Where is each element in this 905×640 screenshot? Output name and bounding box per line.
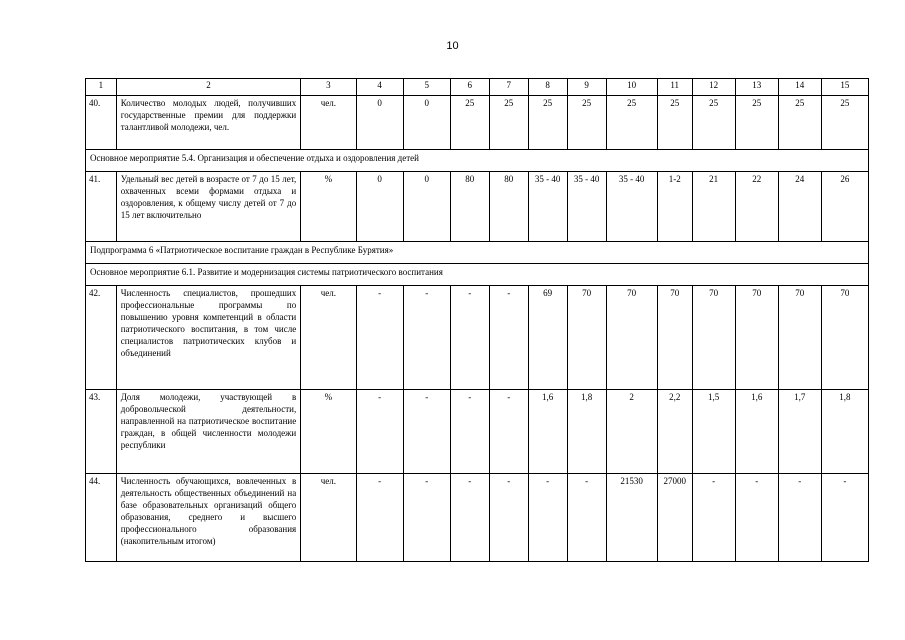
value-cell: -: [356, 390, 403, 474]
value-cell: -: [778, 474, 821, 562]
row-number: 43.: [86, 390, 117, 474]
indicators-table: [85, 78, 869, 562]
value-cell: 0: [403, 96, 450, 150]
column-number: 10: [606, 79, 657, 96]
value-cell: -: [528, 474, 567, 562]
value-cell: 26: [821, 172, 868, 242]
section-row: [86, 150, 869, 172]
value-cell: -: [735, 474, 778, 562]
column-number: 15: [821, 79, 868, 96]
value-cell: 25: [567, 96, 606, 150]
column-number: 9: [567, 79, 606, 96]
indicator-name: Количество молодых людей, получивших государственные премии для поддержки талантливой молодежи, чел.: [116, 96, 300, 150]
column-number: 4: [356, 79, 403, 96]
value-cell: 25: [657, 96, 692, 150]
column-number: 11: [657, 79, 692, 96]
value-cell: 2: [606, 390, 657, 474]
value-cell: 25: [450, 96, 489, 150]
unit-cell: чел.: [301, 286, 356, 390]
unit-cell: чел.: [301, 474, 356, 562]
column-number: 2: [116, 79, 300, 96]
value-cell: 69: [528, 286, 567, 390]
value-cell: -: [489, 474, 528, 562]
column-number: 1: [86, 79, 117, 96]
indicator-name: Удельный вес детей в возрасте от 7 до 15 лет, охваченных всеми формами отдыха и оздоровления, к общему числу детей от 7 до 15 лет включительно: [116, 172, 300, 242]
value-cell: 25: [528, 96, 567, 150]
value-cell: -: [489, 390, 528, 474]
value-cell: 25: [692, 96, 735, 150]
value-cell: 70: [657, 286, 692, 390]
value-cell: 0: [356, 172, 403, 242]
column-number: 5: [403, 79, 450, 96]
value-cell: 0: [403, 172, 450, 242]
value-cell: 1,8: [821, 390, 868, 474]
column-number: 13: [735, 79, 778, 96]
value-cell: 70: [735, 286, 778, 390]
value-cell: 25: [821, 96, 868, 150]
table-row: [86, 286, 869, 390]
value-cell: -: [450, 474, 489, 562]
section-row: [86, 264, 869, 286]
value-cell: -: [567, 474, 606, 562]
value-cell: -: [403, 390, 450, 474]
indicator-name: Доля молодежи, участвующей в добровольческой деятельности, направленной на патриотическое воспитание граждан, в общей численности молодежи республики: [116, 390, 300, 474]
page-number: 10: [446, 40, 459, 52]
subprogram-heading: Подпрограмма 6 «Патриотическое воспитание граждан в Республике Бурятия»: [86, 242, 869, 264]
value-cell: 80: [489, 172, 528, 242]
value-cell: 1,6: [735, 390, 778, 474]
value-cell: 1,7: [778, 390, 821, 474]
value-cell: -: [489, 286, 528, 390]
value-cell: 21530: [606, 474, 657, 562]
value-cell: 70: [821, 286, 868, 390]
value-cell: 1-2: [657, 172, 692, 242]
value-cell: 25: [606, 96, 657, 150]
indicator-name: Численность специалистов, прошедших профессиональные программы по повышению уровня компетенций в области патриотического воспитания, в том числе специалистов патриотических клубов и объединений: [116, 286, 300, 390]
value-cell: 2,2: [657, 390, 692, 474]
column-number-row: [86, 79, 869, 96]
table-row: [86, 474, 869, 562]
section-heading: Основное мероприятие 5.4. Организация и обеспечение отдыха и оздоровления детей: [86, 150, 869, 172]
row-number: 41.: [86, 172, 117, 242]
indicator-name: Численность обучающихся, вовлеченных в деятельность общественных объединений на базе образовательных организаций общего образования, среднего и высшего профессионального образования (накопительным итогом): [116, 474, 300, 562]
value-cell: 22: [735, 172, 778, 242]
row-number: 42.: [86, 286, 117, 390]
value-cell: 1,8: [567, 390, 606, 474]
value-cell: 35 - 40: [606, 172, 657, 242]
column-number: 3: [301, 79, 356, 96]
table-row: [86, 390, 869, 474]
value-cell: -: [692, 474, 735, 562]
value-cell: -: [403, 474, 450, 562]
value-cell: 80: [450, 172, 489, 242]
value-cell: 27000: [657, 474, 692, 562]
column-number: 8: [528, 79, 567, 96]
section-heading: Основное мероприятие 6.1. Развитие и модернизация системы патриотического воспитания: [86, 264, 869, 286]
value-cell: 35 - 40: [528, 172, 567, 242]
value-cell: -: [450, 286, 489, 390]
table-row: [86, 172, 869, 242]
value-cell: 24: [778, 172, 821, 242]
value-cell: 25: [735, 96, 778, 150]
value-cell: 70: [692, 286, 735, 390]
value-cell: 25: [778, 96, 821, 150]
value-cell: -: [356, 474, 403, 562]
section-row: [86, 242, 869, 264]
value-cell: 25: [489, 96, 528, 150]
unit-cell: чел.: [301, 96, 356, 150]
table-row: [86, 96, 869, 150]
value-cell: 21: [692, 172, 735, 242]
value-cell: 0: [356, 96, 403, 150]
row-number: 44.: [86, 474, 117, 562]
value-cell: 1,6: [528, 390, 567, 474]
column-number: 14: [778, 79, 821, 96]
value-cell: -: [403, 286, 450, 390]
row-number: 40.: [86, 96, 117, 150]
value-cell: 1,5: [692, 390, 735, 474]
unit-cell: %: [301, 172, 356, 242]
unit-cell: %: [301, 390, 356, 474]
value-cell: -: [450, 390, 489, 474]
value-cell: 35 - 40: [567, 172, 606, 242]
value-cell: -: [356, 286, 403, 390]
column-number: 12: [692, 79, 735, 96]
column-number: 6: [450, 79, 489, 96]
value-cell: 70: [778, 286, 821, 390]
value-cell: 70: [567, 286, 606, 390]
column-number: 7: [489, 79, 528, 96]
value-cell: 70: [606, 286, 657, 390]
value-cell: -: [821, 474, 868, 562]
